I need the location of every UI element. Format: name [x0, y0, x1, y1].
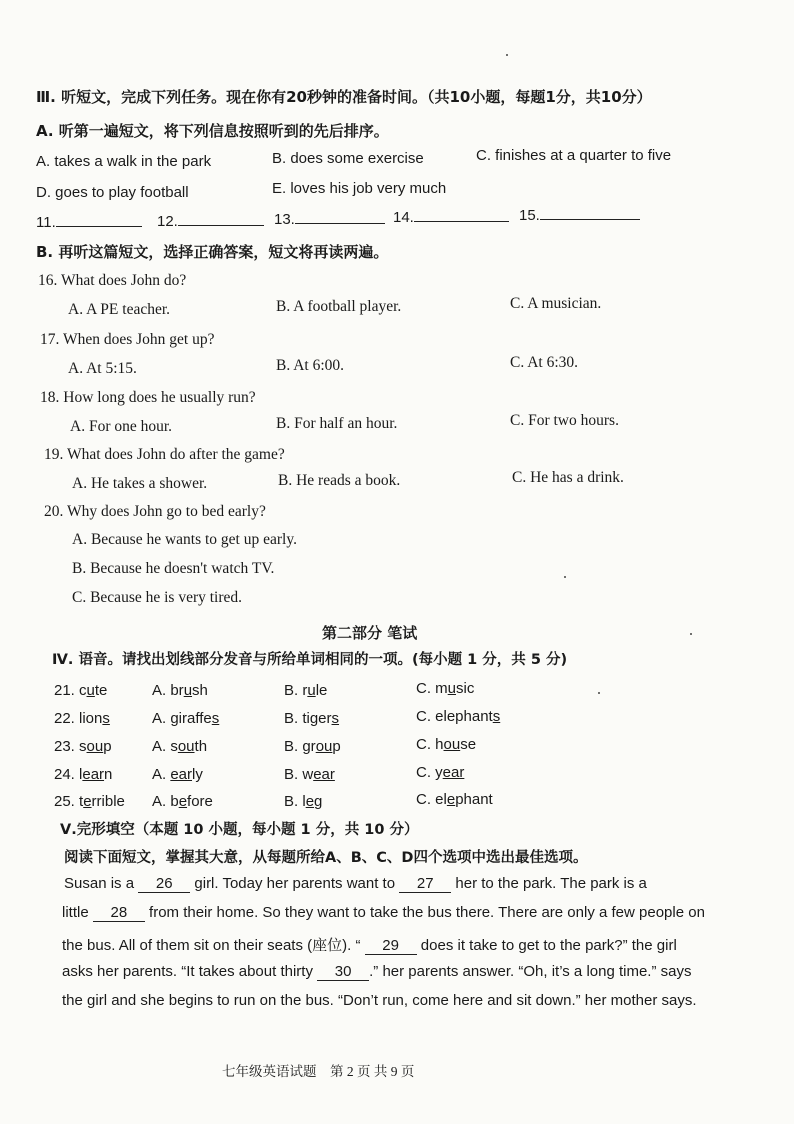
q20-option-c[interactable]: C. Because he is very tired. — [72, 589, 243, 606]
question-18: 18. How long does he usually run? — [40, 389, 256, 406]
phonetics-q24-option-a[interactable]: A. early — [152, 766, 203, 783]
phonetics-q25-word: 25. terrible — [54, 793, 125, 810]
option-d: D. goes to play football — [36, 184, 189, 201]
option-c: C. finishes at a quarter to five — [476, 147, 672, 164]
option-e: E. loves his job very much — [272, 180, 447, 197]
scan-speck — [564, 576, 566, 578]
answer-blank-11[interactable]: 11. — [36, 214, 142, 231]
question-16: 16. What does John do? — [38, 272, 187, 289]
phonetics-q22-option-a[interactable]: A. giraffes — [152, 710, 220, 727]
phonetics-q24-word: 24. learn — [54, 766, 113, 783]
blank-30[interactable]: 30 — [317, 963, 369, 981]
q19-option-a[interactable]: A. He takes a shower. — [72, 475, 208, 492]
phonetics-q24-option-c[interactable]: C. year — [416, 764, 465, 781]
q18-option-a[interactable]: A. For one hour. — [70, 418, 173, 435]
passage-line-1: Susan is a 26 girl. Today her parents want to 27 her to the park. The park is a — [64, 875, 647, 892]
part-b-heading: B. 再听这篇短文，选择正确答案，短文将再读两遍。 — [36, 243, 389, 261]
blank-27[interactable]: 27 — [399, 875, 451, 893]
phonetics-q23-option-b[interactable]: B. group — [284, 738, 341, 755]
passage-line-3: the bus. All of them sit on their seats (座位). “ 29 does it take to get to the park?” the girl — [62, 937, 677, 954]
answer-blank-12[interactable]: 12. — [157, 213, 264, 230]
phonetics-q25-option-a[interactable]: A. before — [152, 793, 213, 810]
phonetics-q25-option-c[interactable]: C. elephant — [416, 791, 493, 808]
q16-option-a[interactable]: A. A PE teacher. — [68, 301, 171, 318]
q16-option-b[interactable]: B. A football player. — [276, 298, 402, 315]
scan-speck — [690, 633, 692, 635]
passage-line-5: the girl and she begins to run on the bus. “Don’t run, come here and sit down.” her mother says. — [62, 992, 697, 1009]
option-a: A. takes a walk in the park — [36, 153, 212, 170]
answer-blank-14[interactable]: 14. — [393, 209, 509, 226]
q19-option-b[interactable]: B. He reads a book. — [278, 472, 401, 489]
option-b: B. does some exercise — [272, 150, 424, 167]
phonetics-q22-word: 22. lions — [54, 710, 110, 727]
blank-29[interactable]: 29 — [365, 937, 417, 955]
answer-blank-15[interactable]: 15. — [519, 207, 640, 224]
phonetics-q21-option-a[interactable]: A. brush — [152, 682, 208, 699]
phonetics-q21-option-c[interactable]: C. music — [416, 680, 475, 697]
question-20: 20. Why does John go to bed early? — [44, 503, 266, 520]
phonetics-q23-option-c[interactable]: C. house — [416, 736, 477, 753]
phonetics-q21-word: 21. cute — [54, 682, 108, 699]
phonetics-q21-option-b[interactable]: B. rule — [284, 682, 328, 699]
q17-option-c[interactable]: C. At 6:30. — [510, 354, 579, 371]
question-19: 19. What does John do after the game? — [44, 446, 285, 463]
question-17: 17. When does John get up? — [40, 331, 215, 348]
phonetics-q23-option-a[interactable]: A. south — [152, 738, 208, 755]
q17-option-b[interactable]: B. At 6:00. — [276, 357, 345, 374]
part-2-title: 第二部分 笔试 — [322, 624, 418, 642]
scan-speck — [506, 54, 508, 56]
blank-26[interactable]: 26 — [138, 875, 190, 893]
q20-option-a[interactable]: A. Because he wants to get up early. — [72, 531, 297, 548]
q18-option-c[interactable]: C. For two hours. — [510, 412, 619, 429]
answer-blank-13[interactable]: 13. — [274, 211, 385, 228]
q16-option-c[interactable]: C. A musician. — [510, 295, 602, 312]
section-5-heading: Ⅴ.完形填空（本题 10 小题，每小题 1 分，共 10 分） — [60, 822, 419, 838]
section-5-instruction: 阅读下面短文，掌握其大意，从每题所给A、B、C、D四个选项中选出最佳选项。 — [64, 850, 588, 866]
phonetics-q22-option-b[interactable]: B. tigers — [284, 710, 340, 727]
phonetics-q23-word: 23. soup — [54, 738, 112, 755]
q17-option-a[interactable]: A. At 5:15. — [68, 360, 137, 377]
blank-28[interactable]: 28 — [93, 904, 145, 922]
passage-line-2: little 28 from their home. So they want to take the bus there. There are only a few people on — [62, 904, 705, 921]
q19-option-c[interactable]: C. He has a drink. — [512, 469, 624, 486]
phonetics-q22-option-c[interactable]: C. elephants — [416, 708, 501, 725]
passage-line-4: asks her parents. “It takes about thirty 30 .” her parents answer. “Oh, it’s a long time.” says — [62, 963, 692, 980]
phonetics-q25-option-b[interactable]: B. leg — [284, 793, 323, 810]
section-3-heading: Ⅲ. 听短文，完成下列任务。现在你有20秒钟的准备时间。（共10小题，每题1分，共10分） — [36, 88, 652, 106]
section-4-heading: Ⅳ. 语音。请找出划线部分发音与所给单词相同的一项。(每小题 1 分，共 5 分) — [52, 652, 568, 668]
q20-option-b[interactable]: B. Because he doesn't watch TV. — [72, 560, 275, 577]
scan-speck — [598, 692, 600, 694]
page-footer: 七年级英语试题 第 2 页 共 9 页 — [222, 1064, 415, 1079]
part-a-heading: A. 听第一遍短文，将下列信息按照听到的先后排序。 — [36, 122, 389, 140]
phonetics-q24-option-b[interactable]: B. wear — [284, 766, 335, 783]
q18-option-b[interactable]: B. For half an hour. — [276, 415, 398, 432]
